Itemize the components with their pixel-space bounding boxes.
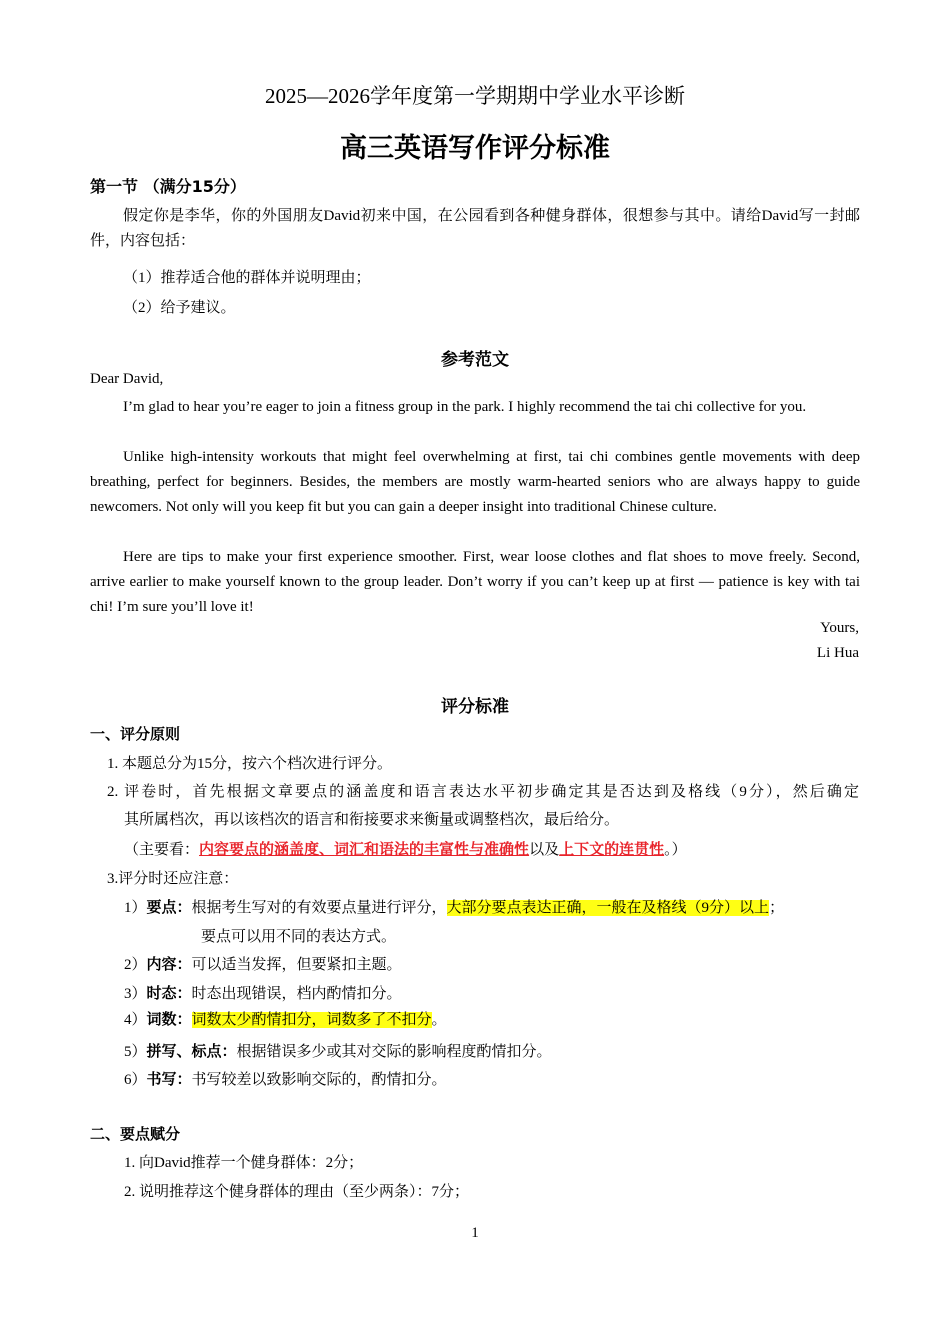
- note-3: [124, 982, 402, 1003]
- note-2-text: 可以适当发挥，但要紧扣主题。: [191, 957, 402, 973]
- note-4-num: 4）: [124, 1012, 147, 1028]
- note-5: [124, 1040, 552, 1061]
- task-item-1: （1）推荐适合他的群体并说明理由；: [123, 270, 371, 286]
- focus-content-coverage: 内容要点的涵盖度: [199, 840, 320, 858]
- essay-paragraph-3: Here are tips to make your first experience smoother. First, wear loose clothes and flat shoes to move freely. Second, arrive earlier to make yourself known to the group leader. Don’t worry if you can’t keep up at first — patience is key with tai chi! I’m sure you’ll love it!: [90, 549, 860, 615]
- note-1-label: 要点：: [146, 898, 192, 916]
- principles-heading: 一、评分原则: [90, 725, 181, 743]
- main-focus-connector: 以及: [529, 842, 560, 858]
- note-1-text: 根据考生写对的有效要点量进行评分，: [191, 900, 447, 916]
- essay-paragraph-2: Unlike high-intensity workouts that might feel overwhelming at first, tai chi combines gentle movements with deep breathing, perfect for beginners. Besides, the members are mostly warm-hearted seniors who are always happy to guide newcomers. Not only will you keep fit but you can gain a deeper insight into traditional Chinese culture.: [90, 449, 860, 515]
- point-1: 1. 向David推荐一个健身群体：2分；: [124, 1155, 364, 1171]
- essay-closing: Yours,: [820, 620, 859, 636]
- note-2: [124, 953, 402, 974]
- task-prompt: 假定你是李华，你的外国朋友David初来中国，在公园看到各种健身群体，很想参与其中。请给David写一封邮件，内容包括：: [90, 208, 860, 249]
- note-1-num: 1）: [124, 900, 147, 916]
- note-4: [124, 1006, 447, 1034]
- criteria-heading: 评分标准: [441, 697, 509, 717]
- note-3-label: 时态：: [146, 984, 192, 1002]
- page-number: 1: [471, 1225, 479, 1241]
- essay-salutation: Dear David,: [90, 371, 164, 387]
- note-3-text: 时态出现错误，档内酌情扣分。: [191, 986, 402, 1002]
- note-1: [124, 894, 784, 922]
- main-focus-prefix: （主要看：: [124, 842, 200, 858]
- model-essay-heading: 参考范文: [441, 350, 509, 370]
- principle-1: 1. 本题总分为15分，按六个档次进行评分。: [107, 756, 393, 772]
- section1-heading: 第一节 （满分15分）: [90, 177, 246, 196]
- task-item-2: （2）给予建议。: [123, 300, 236, 316]
- note-5-text: 根据错误多少或其对交际的影响程度酌情扣分。: [236, 1044, 552, 1060]
- essay-paragraph-1: I’m glad to hear you’re eager to join a fitness group in the park. I highly recommend the tai chi collective for you.: [123, 399, 807, 415]
- main-focus-line: [124, 838, 687, 859]
- note-1-highlight: 大部分要点表达正确，一般在及格线（9分）以上: [446, 900, 770, 916]
- points-heading: 二、要点赋分: [90, 1125, 181, 1143]
- page-title: 高三英语写作评分标准: [340, 133, 610, 164]
- note-1-line-2: 要点可以用不同的表达方式。: [201, 929, 397, 945]
- note-4-end: 。: [431, 1012, 447, 1028]
- focus-separator: 、: [319, 840, 335, 858]
- note-2-num: 2）: [124, 957, 147, 973]
- note-6-label: 书写：: [146, 1070, 192, 1088]
- focus-vocab-grammar: 词汇和语法的丰富性与准确性: [334, 840, 530, 858]
- note-6-num: 6）: [124, 1072, 147, 1088]
- note-4-label: 词数：: [146, 1010, 192, 1028]
- note-3-num: 3）: [124, 986, 147, 1002]
- note-4-highlight: 词数太少酌情扣分，词数多了不扣分: [191, 1012, 432, 1028]
- principle-3: 3.评分时还应注意：: [107, 871, 239, 887]
- note-6-text: 书写较差以致影响交际的，酌情扣分。: [191, 1072, 447, 1088]
- focus-coherence: 上下文的连贯性: [559, 840, 665, 858]
- point-2: 2. 说明推荐这个健身群体的理由（至少两条）：7分；: [124, 1184, 470, 1200]
- principle-2-line-1: 2. 评卷时，首先根据文章要点的涵盖度和语言表达水平初步确定其是否达到及格线（9分），然后确定: [107, 784, 859, 800]
- main-focus-suffix: 。）: [664, 842, 687, 858]
- note-6: [124, 1068, 447, 1089]
- note-2-label: 内容：: [146, 955, 192, 973]
- essay-signature: Li Hua: [816, 645, 859, 661]
- note-1-end: ；: [769, 900, 785, 916]
- note-5-label: 拼写、标点：: [146, 1042, 237, 1060]
- note-5-num: 5）: [124, 1044, 147, 1060]
- principle-2-line-2: 其所属档次，再以该档次的语言和衔接要求来衡量或调整档次，最后给分。: [124, 812, 620, 828]
- exam-subtitle: 2025—2026学年度第一学期期中学业水平诊断: [265, 84, 685, 108]
